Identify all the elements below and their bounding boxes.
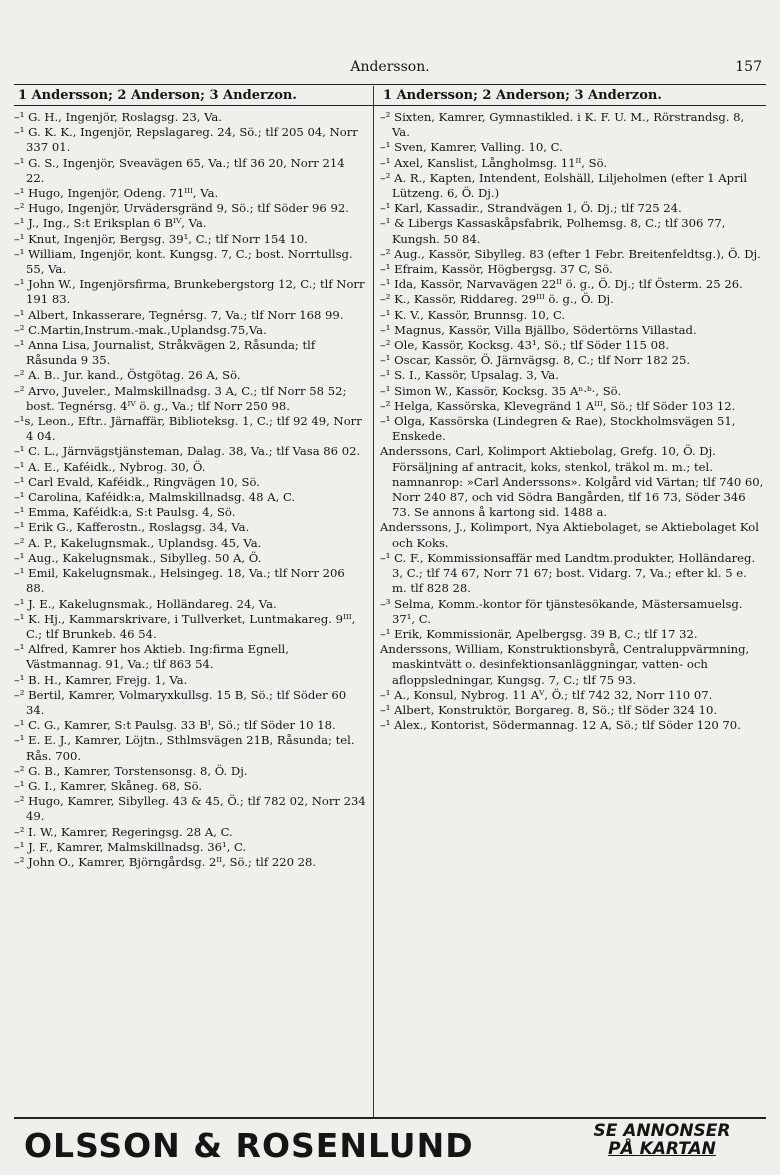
left-entry: –¹ G. K. K., Ingenjör, Repslagareg. 24, Sö.; tlf 205 04, Norr 337 01. <box>14 125 358 155</box>
column-divider <box>373 86 374 1118</box>
left-entry: –² Hugo, Ingenjör, Urvädersgränd 9, Sö.; tlf Söder 96 92. <box>14 201 349 216</box>
right-entry: –² A. R., Kapten, Intendent, Eolshäll, Liljeholmen (efter 1 April Lützeng. 6, Ö. Dj.) <box>380 170 748 201</box>
right-entry: Anderssons, William, Konstruktionsbyrå, Centraluppvärmning, maskintvätt o. desinfektionsanläggningar, vatten- och afloppsledningar, Kungsg. 7, C.; tlf 75 93. <box>380 642 750 687</box>
left-entry: –¹ Erik G., Kafferostn., Roslagsg. 34, Va. <box>14 520 250 535</box>
right-column-heading: 1 Andersson; 2 Anderson; 3 Anderzon. <box>383 88 662 103</box>
right-entry: –² Helga, Kassörska, Klevegränd 1 Aᴵᴵᴵ, Sö.; tlf Söder 103 12. <box>380 398 736 413</box>
left-entry: –¹ William, Ingenjör, kont. Kungsg. 7, C.; bost. Norrtullsg. 55, Va. <box>14 246 353 277</box>
left-entry: –¹ G. H., Ingenjör, Roslagsg. 23, Va. <box>14 110 222 124</box>
footer-advertisement <box>14 1120 766 1164</box>
right-entry: –¹ Ida, Kassör, Narvavägen 22ᴵᴵ ö. g., Ö. Dj.; tlf Österm. 25 26. <box>380 277 743 292</box>
left-entry: –² Bertil, Kamrer, Volmaryxkullsg. 15 B, Sö.; tlf Söder 60 34. <box>14 687 347 717</box>
left-entry: –¹ Alfred, Kamrer hos Aktieb. Ing:firma Egnell, Västmannag. 91, Va.; tlf 863 54. <box>14 642 289 672</box>
advert-tagline-line1: SE ANNONSER <box>593 1121 731 1141</box>
right-entry: –¹ Karl, Kassadir., Strandvägen 1, Ö. Dj.; tlf 725 24. <box>380 201 682 216</box>
right-entry: Anderssons, Carl, Kolimport Aktiebolag, Grefg. 10, Ö. Dj. Försäljning af antracit, koks, stenkol, träkol m. m.; tel. namnanrop: »Carl Anderssons». Kolgård vid Värtan; tlf 740 60, Norr 240 87, och vid Södra Bangården, tlf 16 73, Söder 346 73. Se annons å kartong sid. 1488 a. <box>380 444 764 520</box>
right-entry: –¹ A., Konsul, Nybrog. 11 Aⱽ, Ö.; tlf 742 32, Norr 110 07. <box>380 687 713 702</box>
right-entry: –¹ Olga, Kassörska (Lindegren & Rae), Stockholmsvägen 51, Enskede. <box>380 414 736 444</box>
right-entry: –¹ Axel, Kanslist, Långholmsg. 11ᴵᴵ, Sö. <box>380 155 608 170</box>
right-column <box>380 110 764 733</box>
advertiser-brand: OLSSON & ROSENLUND <box>24 1126 474 1165</box>
heading-rule <box>14 105 766 106</box>
left-column <box>14 110 366 870</box>
right-entry: –² Ole, Kassör, Kocksg. 43¹, Sö.; tlf Söder 115 08. <box>380 338 670 353</box>
left-entry: –¹ J. F., Kamrer, Malmskillnadsg. 36¹, C. <box>14 839 247 854</box>
right-entry: –³ Selma, Komm.-kontor för tjänstesökande, Mästersamuelsg. 37¹, C. <box>380 596 743 626</box>
left-entry: –¹ K. Hj., Kammarskrivare, i Tullverket, Luntmakareg. 9ᴵᴵᴵ, C.; tlf Brunkeb. 46 54. <box>14 611 356 641</box>
advert-tagline-line2: PÅ KARTAN <box>608 1139 716 1159</box>
footer-rule <box>14 1117 766 1119</box>
right-entry: –² Aug., Kassör, Sibylleg. 83 (efter 1 Febr. Breitenfeldtsg.), Ö. Dj. <box>380 246 761 261</box>
right-entry: –¹ Sven, Kamrer, Valling. 10, C. <box>380 140 563 155</box>
left-entry: –¹s, Leon., Eftr.. Järnaffär, Biblioteksg. 1, C.; tlf 92 49, Norr 4 04. <box>14 414 362 444</box>
left-entry: –¹ Carl Evald, Kaféidk., Ringvägen 10, Sö. <box>14 474 260 489</box>
left-entry: –¹ Aug., Kakelugnsmak., Sibylleg. 50 A, Ö. <box>14 550 262 565</box>
left-entry: –¹ C. G., Kamrer, S:t Paulsg. 33 Bᴵ, Sö.; tlf Söder 10 18. <box>14 718 336 733</box>
left-entry: –¹ J., Ing., S:t Eriksplan 6 Bᴵⱽ, Va. <box>14 216 207 231</box>
right-entry: –¹ Magnus, Kassör, Villa Bjällbo, Södertörns Villastad. <box>380 322 697 337</box>
left-entry: –¹ Albert, Inkasserare, Tegnérsg. 7, Va.; tlf Norr 168 99. <box>14 307 344 322</box>
right-entry: –¹ Efraim, Kassör, Högbergsg. 37 C, Sö. <box>380 262 613 277</box>
left-entry: –¹ A. E., Kaféidk., Nybrog. 30, Ö. <box>14 459 206 474</box>
left-entry: –¹ Knut, Ingenjör, Bergsg. 39¹, C.; tlf Norr 154 10. <box>14 231 308 246</box>
right-entry: –¹ & Libergs Kassaskåpsfabrik, Polhemsg. 8, C.; tlf 306 77, Kungsh. 50 84. <box>380 216 726 246</box>
right-entry: –¹ Simon W., Kassör, Kocksg. 35 Aⁿ·ᵇ·, Sö. <box>380 383 622 398</box>
left-entry: –¹ Emma, Kaféidk:a, S:t Paulsg. 4, Sö. <box>14 505 236 520</box>
right-entry: –² K., Kassör, Riddareg. 29ᴵᴵᴵ ö. g., Ö. Dj. <box>380 292 614 307</box>
left-entry: –¹ John W., Ingenjörsfirma, Brunkebergstorg 12, C.; tlf Norr 191 83. <box>14 277 365 307</box>
right-entry: –¹ C. F., Kommissionsaffär med Landtm.produkter, Holländareg. 3, C.; tlf 74 67, Norr 71 67; bost. Vidarg. 7, Va.; efter kl. 5 e. m. tlf 828 28. <box>380 550 756 596</box>
right-entry: –¹ Oscar, Kassör, Ö. Järnvägsg. 8, C.; tlf Norr 182 25. <box>380 353 691 368</box>
left-entry: –² G. B., Kamrer, Torstensonsg. 8, Ö. Dj. <box>14 763 248 778</box>
right-entry: –¹ S. I., Kassör, Upsalag. 3, Va. <box>380 368 559 383</box>
right-entry: Anderssons, J., Kolimport, Nya Aktiebolaget, se Aktiebolaget Kol och Koks. <box>380 520 759 550</box>
right-entry: –¹ Erik, Kommissionär, Apelbergsg. 39 B, C.; tlf 17 32. <box>380 626 698 641</box>
left-entry: –¹ Hugo, Ingenjör, Odeng. 71ᴵᴵᴵ, Va. <box>14 186 219 201</box>
right-entry: –¹ K. V., Kassör, Brunnsg. 10, C. <box>380 307 566 322</box>
right-entry: –¹ Alex., Kontorist, Södermannag. 12 A, Sö.; tlf Söder 120 70. <box>380 718 741 733</box>
advert-tagline <box>562 1122 762 1158</box>
page-number: 157 <box>735 59 762 75</box>
left-entry: –¹ G. S., Ingenjör, Sveavägen 65, Va.; tlf 36 20, Norr 214 22. <box>14 155 345 185</box>
running-header: Andersson. <box>350 59 430 75</box>
left-entry: –¹ Emil, Kakelugnsmak., Helsingeg. 18, Va.; tlf Norr 206 88. <box>14 566 345 596</box>
left-entry: –² A. B.. Jur. kand., Östgötag. 26 A, Sö. <box>14 368 241 383</box>
left-entry: –² Arvo, Juveler., Malmskillnadsg. 3 A, C.; tlf Norr 58 52; bost. Tegnérsg. 4ᴵⱽ ö. g., Va.; tlf Norr 250 98. <box>14 383 347 413</box>
left-entry: –² John O., Kamrer, Björngårdsg. 2ᴵᴵ, Sö.; tlf 220 28. <box>14 854 317 869</box>
left-entry: –¹ E. E. J., Kamrer, Löjtn., Sthlmsvägen 21B, Råsunda; tel. Rås. 700. <box>14 733 355 763</box>
right-entry: –² Sixten, Kamrer, Gymnastikled. i K. F. U. M., Rörstrandsg. 8, Va. <box>380 110 745 140</box>
right-entry: –¹ Albert, Konstruktör, Borgareg. 8, Sö.; tlf Söder 324 10. <box>380 702 718 717</box>
left-entry: –¹ Carolina, Kaféidk:a, Malmskillnadsg. 48 A, C. <box>14 490 296 505</box>
left-entry: –¹ Anna Lisa, Journalist, Stråkvägen 2, Råsunda; tlf Råsunda 9 35. <box>14 338 316 368</box>
left-entry: –¹ J. E., Kakelugnsmak., Holländareg. 24, Va. <box>14 596 277 611</box>
left-entry: –¹ C. L., Järnvägstjänsteman, Dalag. 38, Va.; tlf Vasa 86 02. <box>14 444 361 459</box>
top-rule <box>14 84 766 85</box>
left-entry: –¹ B. H., Kamrer, Frejg. 1, Va. <box>14 672 188 687</box>
left-entry: –² I. W., Kamrer, Regeringsg. 28 A, C. <box>14 824 233 839</box>
left-entry: –¹ G. I., Kamrer, Skåneg. 68, Sö. <box>14 778 203 793</box>
left-entry: –² Hugo, Kamrer, Sibylleg. 43 & 45, Ö.; tlf 782 02, Norr 234 49. <box>14 794 366 824</box>
left-entry: –² A. P., Kakelugnsmak., Uplandsg. 45, Va. <box>14 535 262 550</box>
left-entry: –² C.Martin,Instrum.-mak.,Uplandsg.75,Va. <box>14 322 267 337</box>
left-column-heading: 1 Andersson; 2 Anderson; 3 Anderzon. <box>18 88 297 103</box>
